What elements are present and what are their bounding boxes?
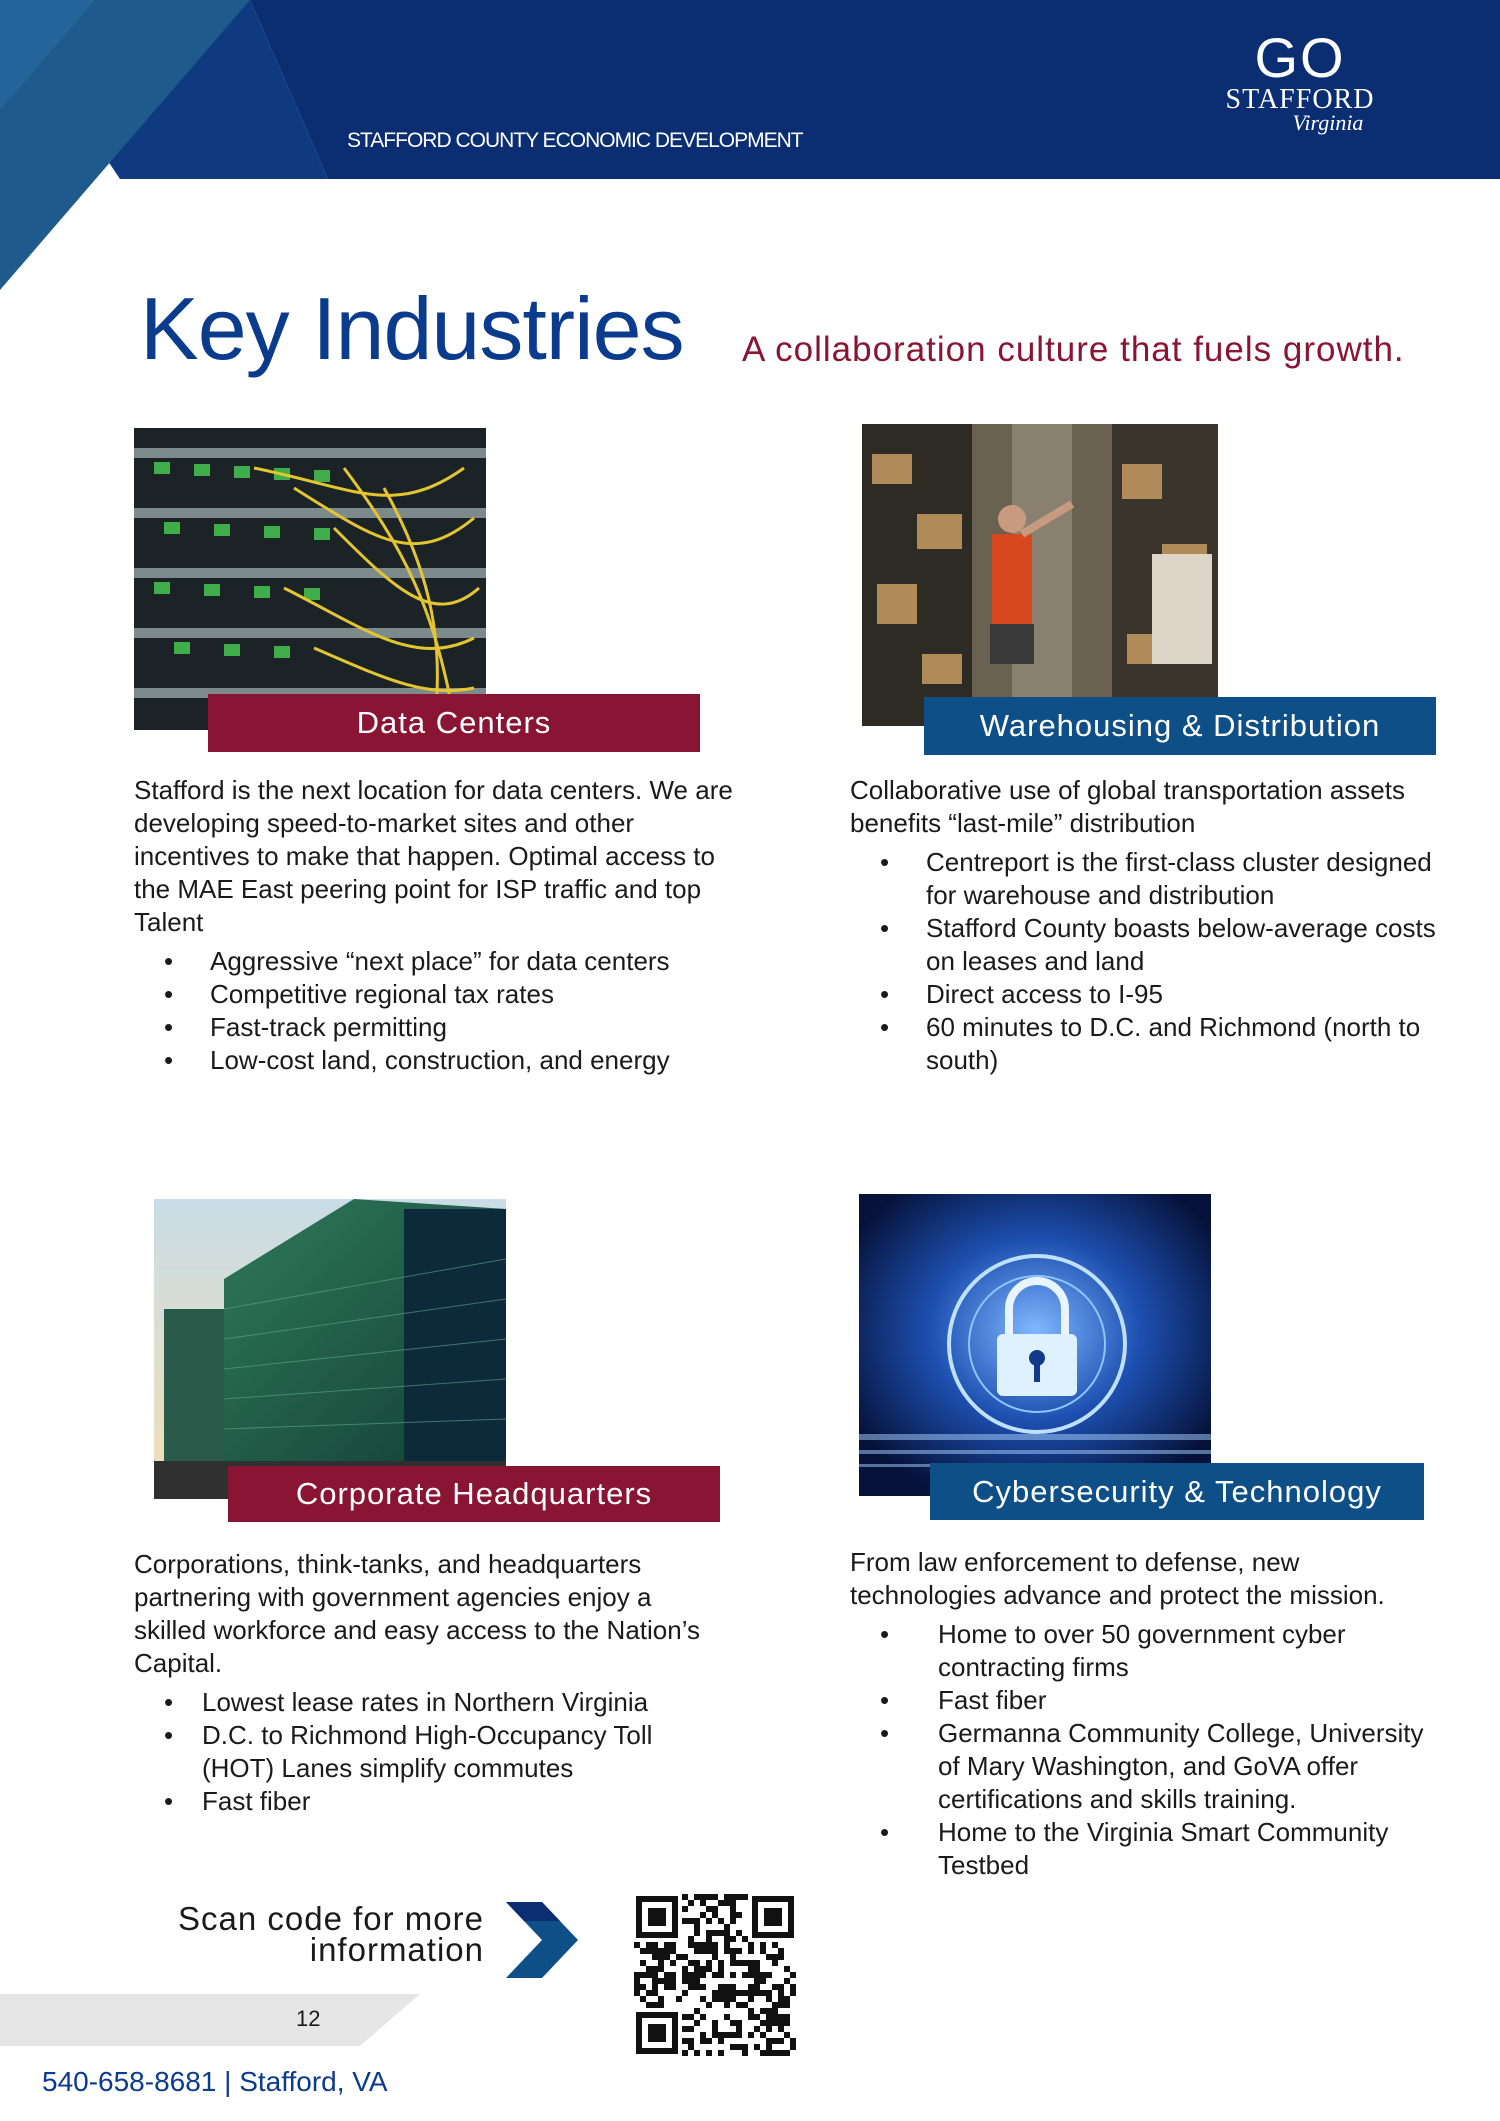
- logo-line-go: GO: [1254, 26, 1346, 89]
- list-item: • 60 minutes to D.C. and Richmond (north to south): [850, 1011, 1450, 1077]
- cybersecurity-photo: [859, 1194, 1211, 1496]
- data-centers-intro: Stafford is the next location for data centers. We are developing speed-to-market sites and other incentives to make that happen. Optimal access to the MAE East peering point for ISP traffic and top Talent: [134, 775, 733, 937]
- logo-line-virginia: Virginia: [1292, 110, 1364, 135]
- corporate-hq-text: [134, 1548, 724, 1818]
- warehouse-photo: [862, 424, 1218, 726]
- corporate-hq-intro: Corporations, think-tanks, and headquarters partnering with government agencies enjoy a skilled workforce and easy access to the Nation’s Capital.: [134, 1549, 701, 1678]
- page-subtitle: A collaboration culture that fuels growth.: [742, 330, 1405, 369]
- warehousing-intro: Collaborative use of global transportation assets benefits “last-mile” distribution: [850, 775, 1405, 838]
- cybersecurity-label: Cybersecurity & Technology: [930, 1463, 1424, 1520]
- scan-prompt: [150, 1900, 484, 1968]
- chevron-right-icon: [506, 1902, 578, 1983]
- page-title: Key Industries: [140, 279, 684, 378]
- list-item: • Home to the Virginia Smart Community Testbed: [850, 1816, 1450, 1882]
- scan-line-1: Scan code for more: [178, 1900, 484, 1937]
- scan-line-2: information: [309, 1931, 484, 1968]
- list-item: • Stafford County boasts below-average costs on leases and land: [850, 912, 1450, 978]
- go-stafford-logo[interactable]: [1220, 26, 1380, 145]
- warehousing-text: [850, 774, 1450, 1077]
- list-item: • Direct access to I-95: [850, 978, 1450, 1011]
- cybersecurity-intro: From law enforcement to defense, new technologies advance and protect the mission.: [850, 1547, 1385, 1610]
- logo-line-stafford: STAFFORD: [1225, 84, 1375, 115]
- list-item: • Centreport is the first-class cluster designed for warehouse and distribution: [850, 846, 1450, 912]
- list-item: • Low-cost land, construction, and energy: [134, 1044, 734, 1077]
- data-centers-text: [134, 774, 734, 1077]
- list-item: • Aggressive “next place” for data centers: [134, 945, 734, 978]
- data-centers-label: Data Centers: [208, 694, 700, 752]
- corporate-building-photo: [154, 1199, 506, 1499]
- list-item: • Lowest lease rates in Northern Virginia: [134, 1686, 724, 1719]
- list-item: • Home to over 50 government cyber contracting firms: [850, 1618, 1450, 1684]
- data-center-photo: [134, 428, 486, 730]
- corporate-hq-label: Corporate Headquarters: [228, 1466, 720, 1522]
- list-item: • Fast fiber: [850, 1684, 1450, 1717]
- list-item: • Fast-track permitting: [134, 1011, 734, 1044]
- list-item: • Competitive regional tax rates: [134, 978, 734, 1011]
- warehousing-label: Warehousing & Distribution: [924, 697, 1436, 755]
- page-number: 12: [296, 2006, 321, 2031]
- cybersecurity-text: [850, 1546, 1450, 1882]
- qr-code[interactable]: [632, 1892, 798, 2063]
- list-item: • D.C. to Richmond High-Occupancy Toll (HOT) Lanes simplify commutes: [134, 1719, 724, 1785]
- org-name: STAFFORD COUNTY ECONOMIC DEVELOPMENT: [347, 129, 803, 152]
- contact-info[interactable]: 540-658-8681 | Stafford, VA: [42, 2066, 388, 2097]
- list-item: • Germanna Community College, University of Mary Washington, and GoVA offer certifications and skills training.: [850, 1717, 1450, 1816]
- list-item: • Fast fiber: [134, 1785, 724, 1818]
- page-number-band: [0, 1994, 420, 2051]
